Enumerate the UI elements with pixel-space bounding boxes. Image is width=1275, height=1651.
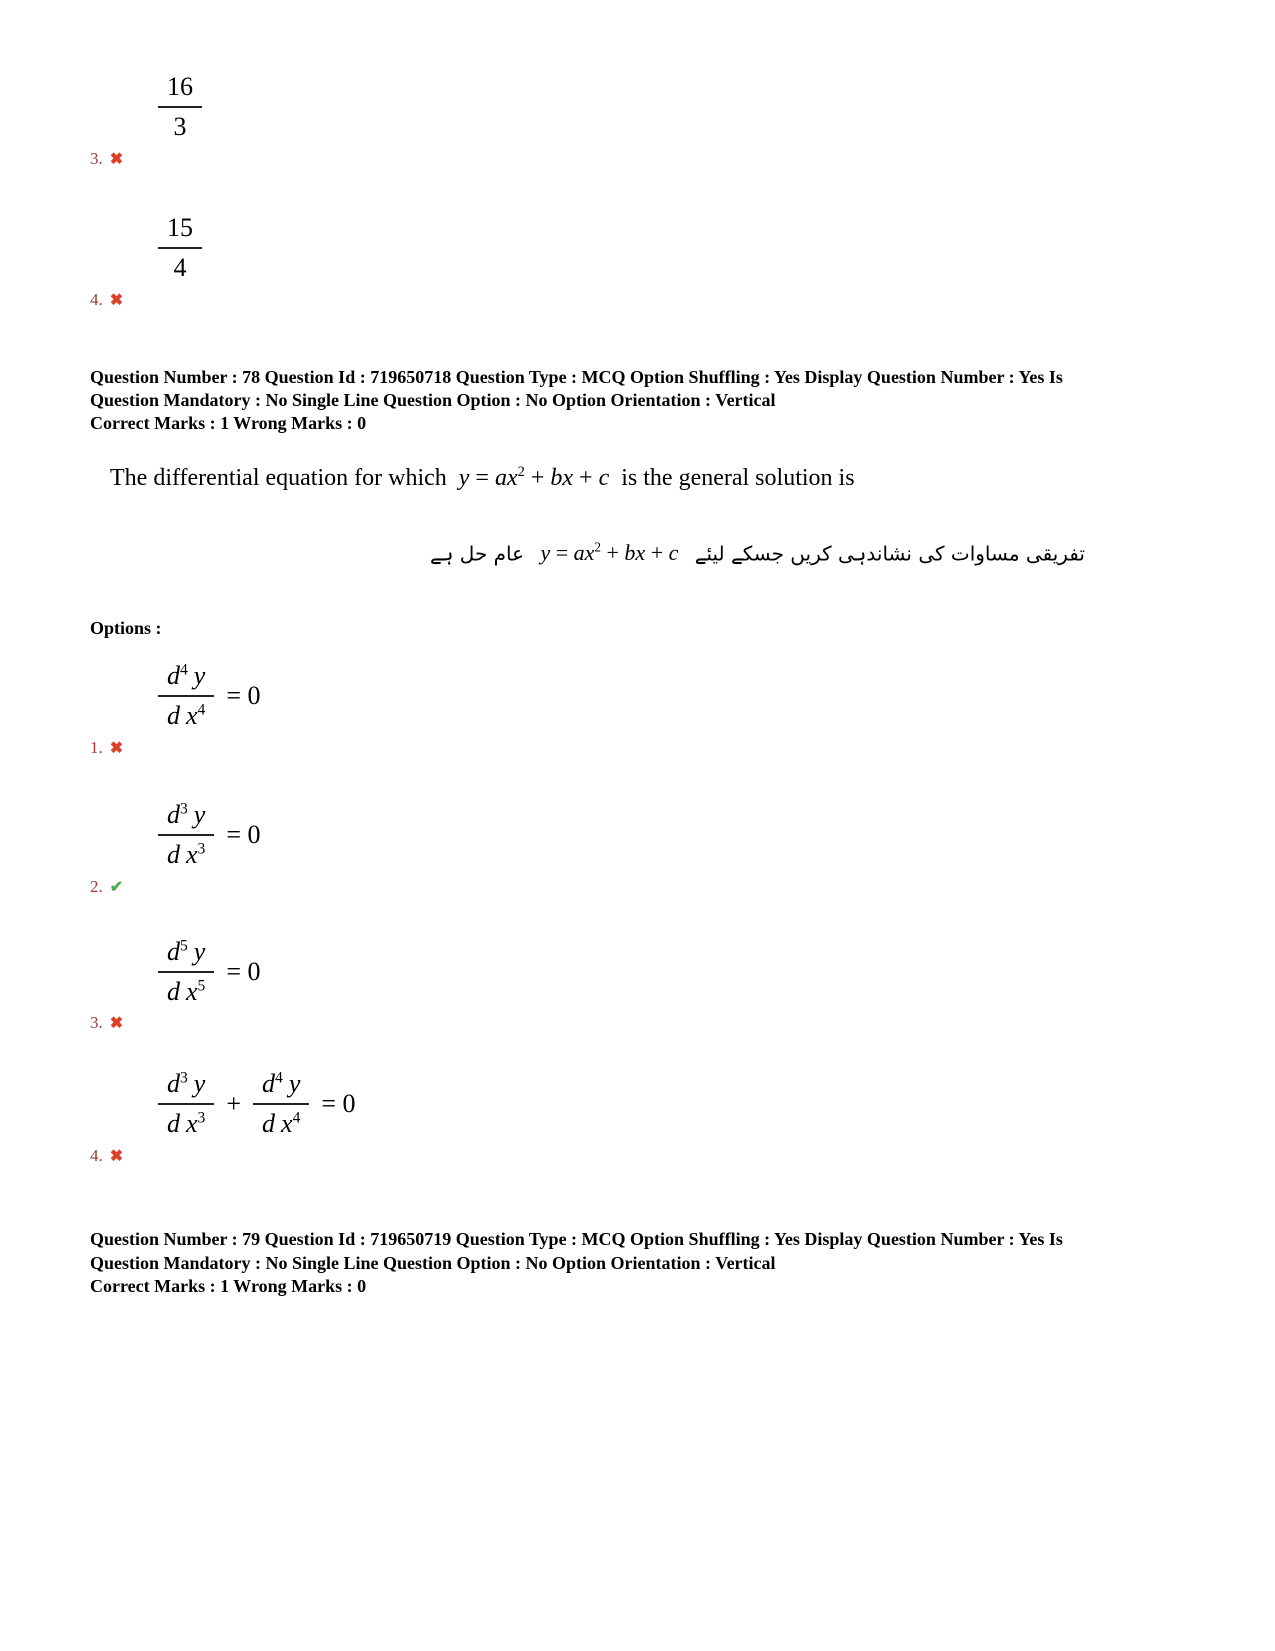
question-meta-line: Question Number : 78 Question Id : 719650718 Question Type : MCQ Option Shuffling : Yes Display Question Number : Yes Is bbox=[90, 366, 1063, 387]
math-var: c bbox=[668, 540, 679, 566]
math-var: $d^4$ bbox=[262, 1069, 283, 1099]
option-result bbox=[90, 877, 1235, 897]
math-var: $x^4$ bbox=[281, 1109, 301, 1139]
options-label: Options : bbox=[90, 618, 162, 639]
math-op: 4 bbox=[173, 252, 187, 282]
wrong-icon: ✖ bbox=[109, 1148, 124, 1166]
wrong-icon: ✖ bbox=[109, 739, 124, 757]
option-formula bbox=[158, 937, 261, 1007]
math-op: + bbox=[524, 464, 551, 491]
math-op: = 0 bbox=[226, 819, 261, 849]
option-number: 4. bbox=[90, 289, 103, 309]
math-var: $x^4$ bbox=[186, 700, 206, 730]
urdu-text-tail: عام حل ہے bbox=[430, 541, 525, 566]
math-var: d bbox=[167, 839, 180, 869]
question-meta-line: Correct Marks : 1 Wrong Marks : 0 bbox=[90, 1275, 367, 1296]
math-var: y bbox=[540, 540, 551, 566]
question-meta-line: Question Number : 79 Question Id : 719650719 Question Type : MCQ Option Shuffling : Yes Display Question Number : Yes Is bbox=[90, 1229, 1063, 1250]
denominator bbox=[158, 1105, 214, 1139]
correct-icon: ✔ bbox=[109, 878, 124, 896]
fraction bbox=[158, 661, 214, 731]
math-var: $d^3$ bbox=[167, 1069, 188, 1099]
wrong-icon: ✖ bbox=[109, 1015, 124, 1033]
fraction bbox=[158, 72, 202, 142]
fraction bbox=[158, 213, 202, 283]
superscript: 5 bbox=[197, 976, 206, 994]
option-number: 3. bbox=[90, 148, 103, 168]
math-var: $d^3$ bbox=[167, 799, 188, 829]
numerator bbox=[158, 800, 214, 836]
superscript: 3 bbox=[197, 840, 206, 858]
math-var: $x^5$ bbox=[186, 976, 206, 1006]
wrong-icon: ✖ bbox=[109, 291, 124, 309]
math-op: + bbox=[226, 1089, 242, 1119]
question-77-options-tail bbox=[90, 72, 1235, 310]
denominator bbox=[158, 697, 214, 731]
denominator bbox=[158, 108, 202, 142]
superscript: 4 bbox=[197, 701, 206, 719]
math-var: d bbox=[167, 976, 180, 1006]
math-op: = bbox=[469, 464, 495, 491]
question-formula-urdu bbox=[540, 540, 678, 565]
denominator bbox=[158, 973, 214, 1007]
numerator bbox=[253, 1069, 309, 1105]
math-op: = 0 bbox=[226, 956, 261, 986]
option-result bbox=[90, 149, 1235, 169]
math-op: = bbox=[550, 540, 574, 566]
urdu-text-lead: تفریقی مساوات کی نشاندہی کریں جسکے لیئے bbox=[694, 541, 1085, 566]
math-op: = 0 bbox=[226, 680, 261, 710]
option-number: 2. bbox=[90, 876, 103, 896]
option-result bbox=[90, 1146, 1235, 1166]
question-meta bbox=[90, 366, 1235, 436]
fraction bbox=[253, 1069, 309, 1139]
option-row bbox=[90, 937, 1235, 1034]
question-text-before: The differential equation for which bbox=[110, 464, 447, 491]
question-formula bbox=[459, 465, 609, 491]
math-var: d bbox=[167, 700, 180, 730]
question-text-urdu bbox=[90, 540, 1235, 566]
math-var: y bbox=[288, 1069, 301, 1099]
math-var: $d^5$ bbox=[167, 936, 188, 966]
question-meta bbox=[90, 1228, 1235, 1298]
numerator bbox=[158, 72, 202, 108]
superscript: 2 bbox=[594, 539, 601, 555]
superscript: 3 bbox=[197, 1109, 206, 1127]
wrong-icon: ✖ bbox=[109, 150, 124, 168]
question-text bbox=[90, 464, 1235, 492]
numerator bbox=[158, 1069, 214, 1105]
superscript: 3 bbox=[180, 1069, 188, 1087]
question-78-section bbox=[90, 366, 1235, 1167]
math-op: + bbox=[601, 540, 625, 566]
option-row bbox=[90, 800, 1235, 897]
math-var: y bbox=[193, 936, 206, 966]
numerator bbox=[158, 661, 214, 697]
math-var: y bbox=[193, 1069, 206, 1099]
numerator bbox=[158, 937, 214, 973]
option-formula bbox=[158, 72, 202, 142]
math-op: + bbox=[573, 464, 599, 491]
math-var: $d^4$ bbox=[167, 661, 188, 691]
option-number: 4. bbox=[90, 1146, 103, 1166]
math-op: 3 bbox=[173, 111, 187, 141]
question-text-after: is the general solution is bbox=[621, 464, 855, 491]
option-formula bbox=[158, 1069, 356, 1139]
math-var: d bbox=[167, 1109, 180, 1139]
math-op: = 0 bbox=[321, 1089, 356, 1119]
math-var: $x^3$ bbox=[186, 1109, 206, 1139]
math-op: + bbox=[645, 540, 669, 566]
question-79-section bbox=[90, 1228, 1235, 1298]
math-op: 15 bbox=[167, 212, 193, 242]
superscript: 3 bbox=[180, 800, 188, 818]
numerator bbox=[158, 213, 202, 249]
superscript: 4 bbox=[275, 1069, 283, 1087]
math-var: d bbox=[262, 1109, 276, 1139]
fraction bbox=[158, 800, 214, 870]
superscript: 4 bbox=[180, 661, 188, 679]
option-row bbox=[90, 1069, 1235, 1166]
option-formula bbox=[158, 661, 261, 731]
fraction bbox=[158, 937, 214, 1007]
denominator bbox=[253, 1105, 309, 1139]
option-formula bbox=[158, 213, 202, 283]
option-result bbox=[90, 738, 1235, 758]
option-row bbox=[90, 213, 1235, 310]
math-var: c bbox=[598, 464, 610, 491]
denominator bbox=[158, 249, 202, 283]
option-result bbox=[90, 290, 1235, 310]
math-var: y bbox=[193, 661, 206, 691]
option-row bbox=[90, 72, 1235, 169]
math-var: $ax^2$ bbox=[573, 539, 601, 566]
option-number: 3. bbox=[90, 1013, 103, 1033]
option-number: 1. bbox=[90, 737, 103, 757]
fraction bbox=[158, 1069, 214, 1139]
superscript: 5 bbox=[180, 936, 188, 954]
math-op: 16 bbox=[167, 72, 193, 101]
option-row bbox=[90, 661, 1235, 758]
question-meta-line: Correct Marks : 1 Wrong Marks : 0 bbox=[90, 413, 367, 434]
math-var: bx bbox=[550, 464, 574, 491]
superscript: 2 bbox=[517, 463, 525, 480]
question-meta-line: Question Mandatory : No Single Line Question Option : No Option Orientation : Vertical bbox=[90, 389, 776, 410]
math-var: y bbox=[193, 799, 206, 829]
option-result bbox=[90, 1013, 1235, 1033]
math-var: y bbox=[458, 464, 470, 491]
option-formula bbox=[158, 800, 261, 870]
math-var: bx bbox=[624, 540, 646, 566]
superscript: 4 bbox=[292, 1109, 301, 1127]
math-var: $x^3$ bbox=[186, 839, 206, 869]
denominator bbox=[158, 836, 214, 870]
math-var: $ax^2$ bbox=[494, 463, 525, 491]
question-meta-line: Question Mandatory : No Single Line Question Option : No Option Orientation : Vertical bbox=[90, 1252, 776, 1273]
